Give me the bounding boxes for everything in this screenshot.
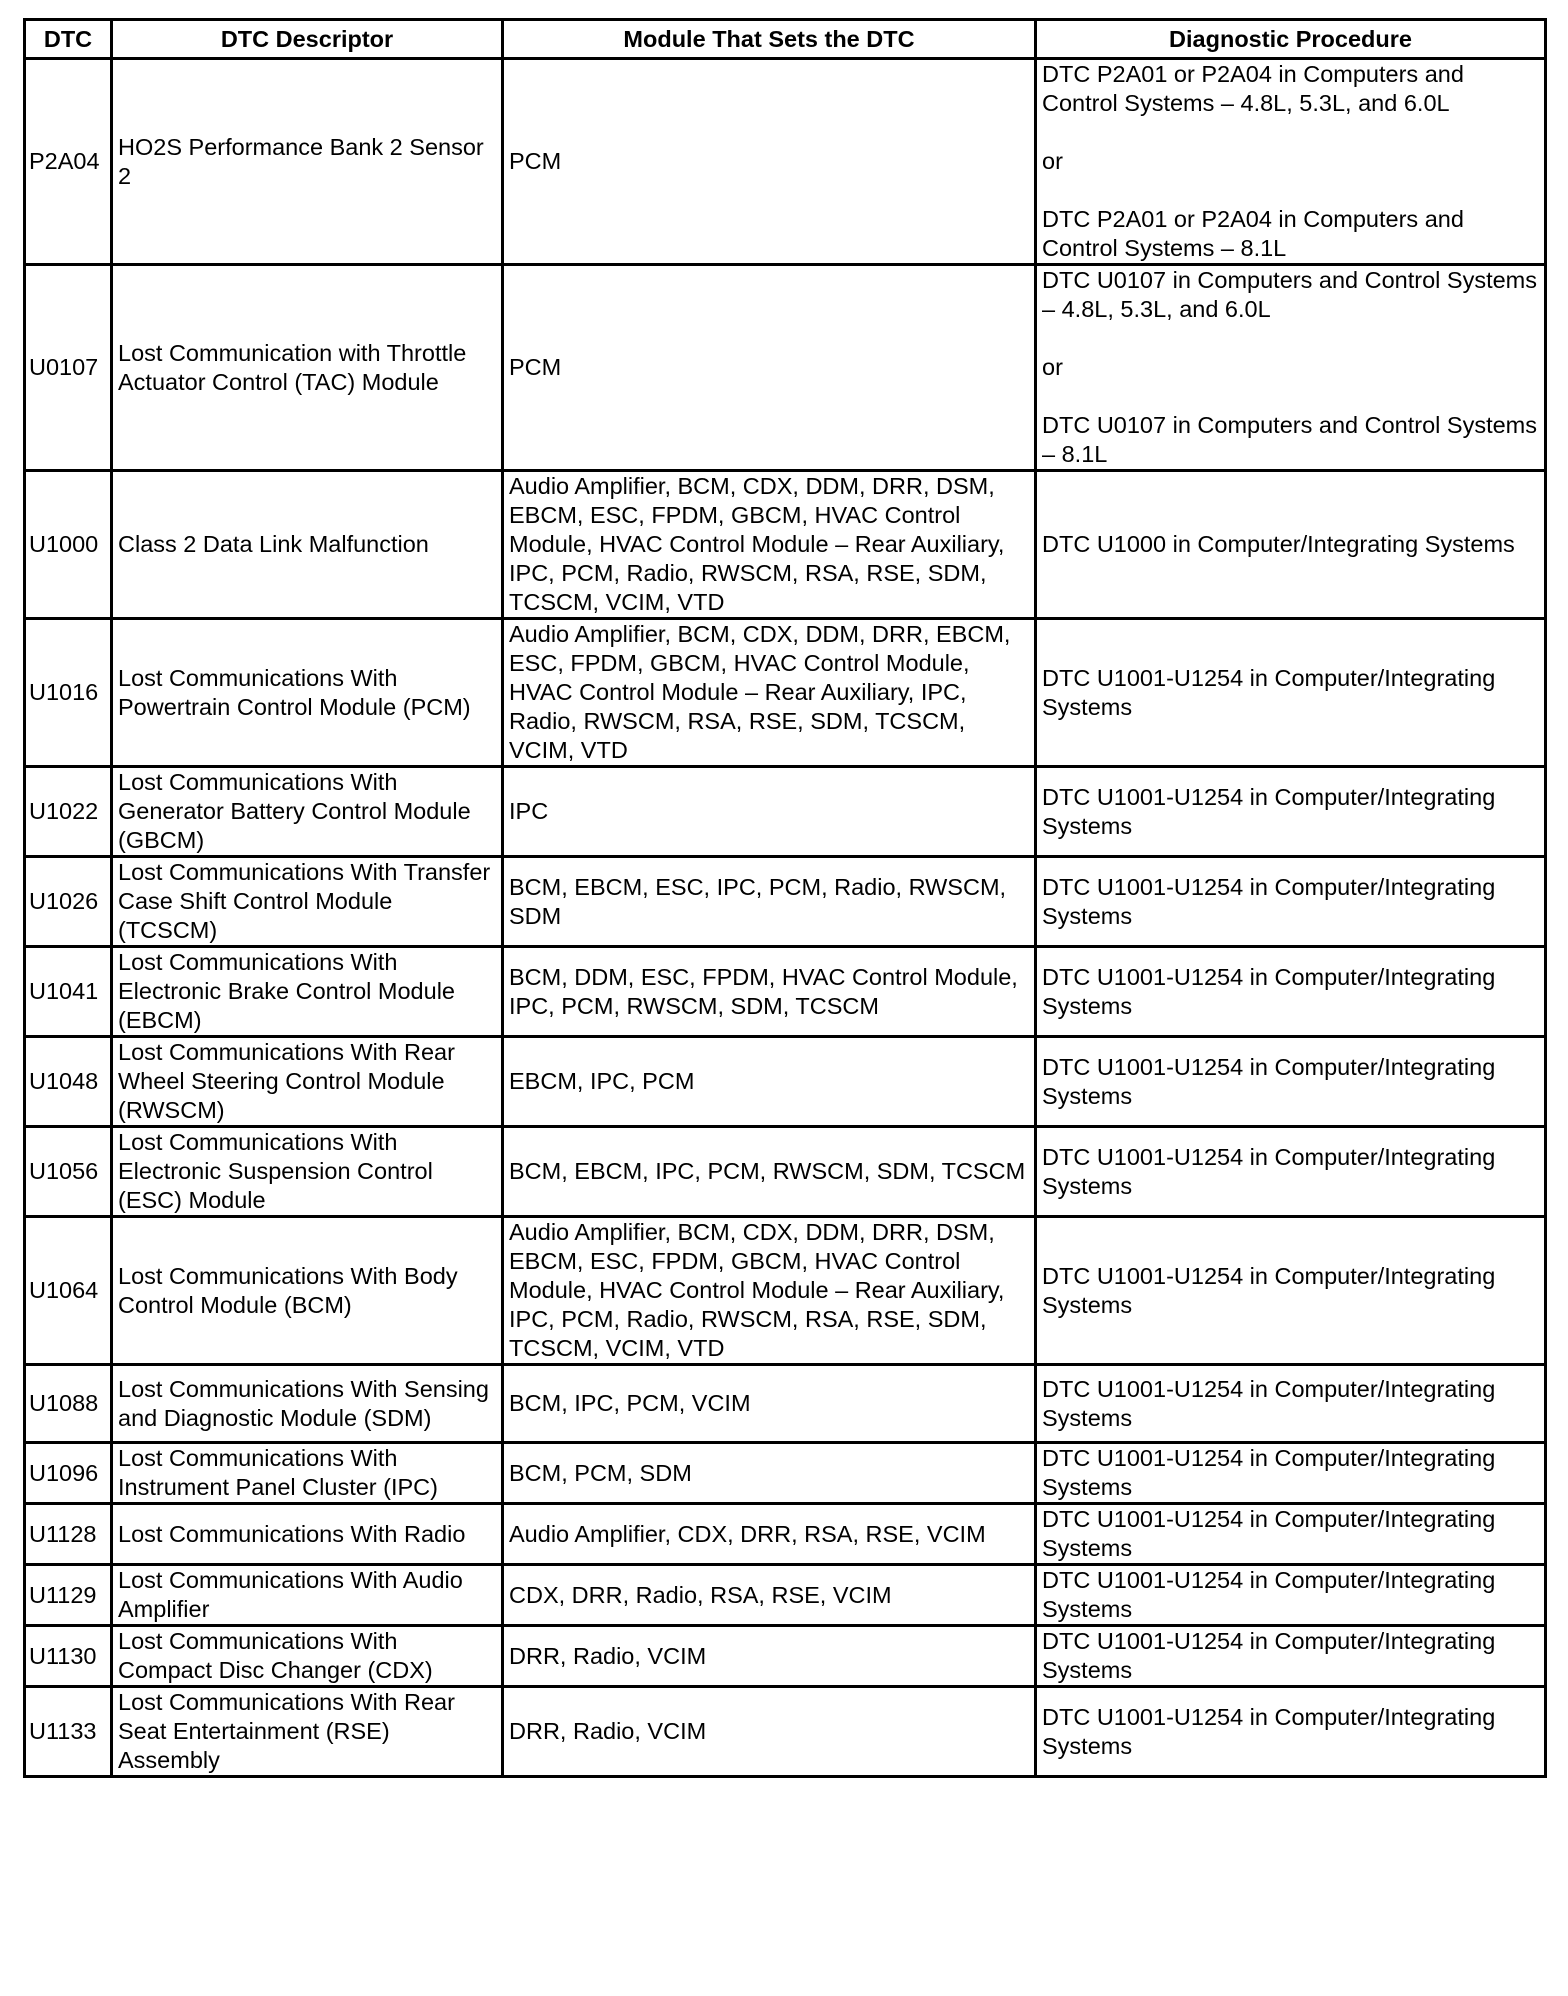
dtc-descriptor: Lost Communications With Instrument Panel Cluster (IPC)	[112, 1443, 503, 1504]
procedure-text: DTC U1001-U1254 in Computer/Integrating Systems	[1042, 1143, 1496, 1199]
dtc-procedure	[1036, 1217, 1546, 1365]
procedure-text: DTC U1001-U1254 in Computer/Integrating Systems	[1042, 1506, 1496, 1561]
dtc-code: U1026	[25, 857, 112, 947]
dtc-module: Audio Amplifier, BCM, CDX, DDM, DRR, EBCM, ESC, FPDM, GBCM, HVAC Control Module, HVAC Control Module – Rear Auxiliary, IPC, Radio, RWSCM, RSA, RSE, SDM, TCSCM, VCIM, VTD	[503, 619, 1036, 767]
procedure-text: DTC U1001-U1254 in Computer/Integrating Systems	[1042, 664, 1496, 720]
dtc-procedure	[1036, 767, 1546, 857]
dtc-descriptor: Class 2 Data Link Malfunction	[112, 471, 503, 619]
dtc-procedure	[1036, 59, 1546, 265]
table-row	[25, 619, 1546, 767]
dtc-module: BCM, IPC, PCM, VCIM	[503, 1365, 1036, 1443]
dtc-procedure	[1036, 1365, 1546, 1443]
dtc-code: P2A04	[25, 59, 112, 265]
dtc-procedure	[1036, 265, 1546, 471]
table-row	[25, 1217, 1546, 1365]
procedure-text: DTC U1000 in Computer/Integrating Systems	[1042, 531, 1515, 557]
dtc-module: DRR, Radio, VCIM	[503, 1687, 1036, 1777]
dtc-module: PCM	[503, 265, 1036, 471]
dtc-procedure	[1036, 1504, 1546, 1565]
procedure-or: or	[1042, 148, 1063, 174]
dtc-module: BCM, EBCM, ESC, IPC, PCM, Radio, RWSCM, SDM	[503, 857, 1036, 947]
dtc-module: BCM, DDM, ESC, FPDM, HVAC Control Module, IPC, PCM, RWSCM, SDM, TCSCM	[503, 947, 1036, 1037]
dtc-code: U1022	[25, 767, 112, 857]
procedure-text: DTC U1001-U1254 in Computer/Integrating Systems	[1042, 1567, 1496, 1622]
dtc-descriptor: HO2S Performance Bank 2 Sensor 2	[112, 59, 503, 265]
header-row	[25, 20, 1546, 59]
dtc-code: U1056	[25, 1127, 112, 1217]
procedure-text: DTC U1001-U1254 in Computer/Integrating Systems	[1042, 1053, 1496, 1109]
dtc-module: IPC	[503, 767, 1036, 857]
procedure-text: DTC U1001-U1254 in Computer/Integrating Systems	[1042, 873, 1496, 929]
dtc-module: EBCM, IPC, PCM	[503, 1037, 1036, 1127]
dtc-descriptor: Lost Communications With Powertrain Control Module (PCM)	[112, 619, 503, 767]
table-row	[25, 1365, 1546, 1443]
dtc-descriptor: Lost Communications With Radio	[112, 1504, 503, 1565]
dtc-descriptor: Lost Communications With Transfer Case Shift Control Module (TCSCM)	[112, 857, 503, 947]
dtc-module: DRR, Radio, VCIM	[503, 1626, 1036, 1687]
dtc-descriptor: Lost Communications With Electronic Suspension Control (ESC) Module	[112, 1127, 503, 1217]
table-row	[25, 265, 1546, 471]
dtc-procedure	[1036, 619, 1546, 767]
dtc-descriptor: Lost Communications With Body Control Module (BCM)	[112, 1217, 503, 1365]
dtc-procedure	[1036, 1565, 1546, 1626]
dtc-procedure	[1036, 1687, 1546, 1777]
table-row	[25, 59, 1546, 265]
dtc-code: U1048	[25, 1037, 112, 1127]
dtc-code: U1130	[25, 1626, 112, 1687]
table-row	[25, 1127, 1546, 1217]
dtc-code: U1064	[25, 1217, 112, 1365]
dtc-descriptor: Lost Communications With Rear Wheel Steering Control Module (RWSCM)	[112, 1037, 503, 1127]
dtc-descriptor: Lost Communications With Audio Amplifier	[112, 1565, 503, 1626]
dtc-descriptor: Lost Communication with Throttle Actuator Control (TAC) Module	[112, 265, 503, 471]
table-row	[25, 471, 1546, 619]
dtc-procedure	[1036, 1127, 1546, 1217]
dtc-code: U1128	[25, 1504, 112, 1565]
dtc-descriptor: Lost Communications With Compact Disc Changer (CDX)	[112, 1626, 503, 1687]
dtc-code: U1133	[25, 1687, 112, 1777]
dtc-procedure	[1036, 1443, 1546, 1504]
procedure-text: DTC U1001-U1254 in Computer/Integrating Systems	[1042, 1628, 1496, 1683]
procedure-text: DTC U1001-U1254 in Computer/Integrating Systems	[1042, 1375, 1496, 1431]
dtc-code: U1088	[25, 1365, 112, 1443]
dtc-module: BCM, EBCM, IPC, PCM, RWSCM, SDM, TCSCM	[503, 1127, 1036, 1217]
table-row	[25, 1687, 1546, 1777]
procedure-text: DTC U1001-U1254 in Computer/Integrating Systems	[1042, 1445, 1496, 1500]
dtc-code: U0107	[25, 265, 112, 471]
table-row	[25, 767, 1546, 857]
dtc-module: PCM	[503, 59, 1036, 265]
procedure-text: DTC U1001-U1254 in Computer/Integrating Systems	[1042, 963, 1496, 1019]
procedure-alt-text: DTC P2A01 or P2A04 in Computers and Control Systems – 8.1L	[1042, 206, 1464, 261]
dtc-code: U1041	[25, 947, 112, 1037]
dtc-module: BCM, PCM, SDM	[503, 1443, 1036, 1504]
dtc-descriptor: Lost Communications With Sensing and Diagnostic Module (SDM)	[112, 1365, 503, 1443]
table-row	[25, 1626, 1546, 1687]
dtc-procedure	[1036, 947, 1546, 1037]
dtc-module: Audio Amplifier, CDX, DRR, RSA, RSE, VCIM	[503, 1504, 1036, 1565]
dtc-module: Audio Amplifier, BCM, CDX, DDM, DRR, DSM, EBCM, ESC, FPDM, GBCM, HVAC Control Module, HVAC Control Module – Rear Auxiliary, IPC, PCM, Radio, RWSCM, RSA, RSE, SDM, TCSCM, VCIM, VTD	[503, 1217, 1036, 1365]
dtc-procedure	[1036, 1037, 1546, 1127]
table-row	[25, 1443, 1546, 1504]
dtc-procedure	[1036, 857, 1546, 947]
procedure-text: DTC U1001-U1254 in Computer/Integrating Systems	[1042, 783, 1496, 839]
header-descriptor: DTC Descriptor	[112, 20, 503, 59]
dtc-procedure	[1036, 1626, 1546, 1687]
table-row	[25, 1037, 1546, 1127]
dtc-module: Audio Amplifier, BCM, CDX, DDM, DRR, DSM, EBCM, ESC, FPDM, GBCM, HVAC Control Module, HVAC Control Module – Rear Auxiliary, IPC, PCM, Radio, RWSCM, RSA, RSE, SDM, TCSCM, VCIM, VTD	[503, 471, 1036, 619]
header-dtc: DTC	[25, 20, 112, 59]
header-procedure: Diagnostic Procedure	[1036, 20, 1546, 59]
dtc-procedure	[1036, 471, 1546, 619]
header-module: Module That Sets the DTC	[503, 20, 1036, 59]
procedure-or: or	[1042, 354, 1063, 380]
table-row	[25, 1504, 1546, 1565]
dtc-table	[23, 18, 1547, 1778]
procedure-text: DTC P2A01 or P2A04 in Computers and Control Systems – 4.8L, 5.3L, and 6.0L	[1042, 61, 1464, 116]
procedure-text: DTC U0107 in Computers and Control Systems – 4.8L, 5.3L, and 6.0L	[1042, 267, 1538, 322]
dtc-descriptor: Lost Communications With Electronic Brake Control Module (EBCM)	[112, 947, 503, 1037]
dtc-descriptor: Lost Communications With Generator Battery Control Module (GBCM)	[112, 767, 503, 857]
dtc-module: CDX, DRR, Radio, RSA, RSE, VCIM	[503, 1565, 1036, 1626]
dtc-code: U1129	[25, 1565, 112, 1626]
table-body	[25, 59, 1546, 1777]
dtc-code: U1000	[25, 471, 112, 619]
procedure-text: DTC U1001-U1254 in Computer/Integrating Systems	[1042, 1703, 1496, 1759]
procedure-text: DTC U1001-U1254 in Computer/Integrating Systems	[1042, 1262, 1496, 1318]
dtc-descriptor: Lost Communications With Rear Seat Entertainment (RSE) Assembly	[112, 1687, 503, 1777]
table-row	[25, 857, 1546, 947]
dtc-code: U1096	[25, 1443, 112, 1504]
procedure-alt-text: DTC U0107 in Computers and Control Systems – 8.1L	[1042, 412, 1538, 467]
table-row	[25, 1565, 1546, 1626]
table-row	[25, 947, 1546, 1037]
dtc-code: U1016	[25, 619, 112, 767]
